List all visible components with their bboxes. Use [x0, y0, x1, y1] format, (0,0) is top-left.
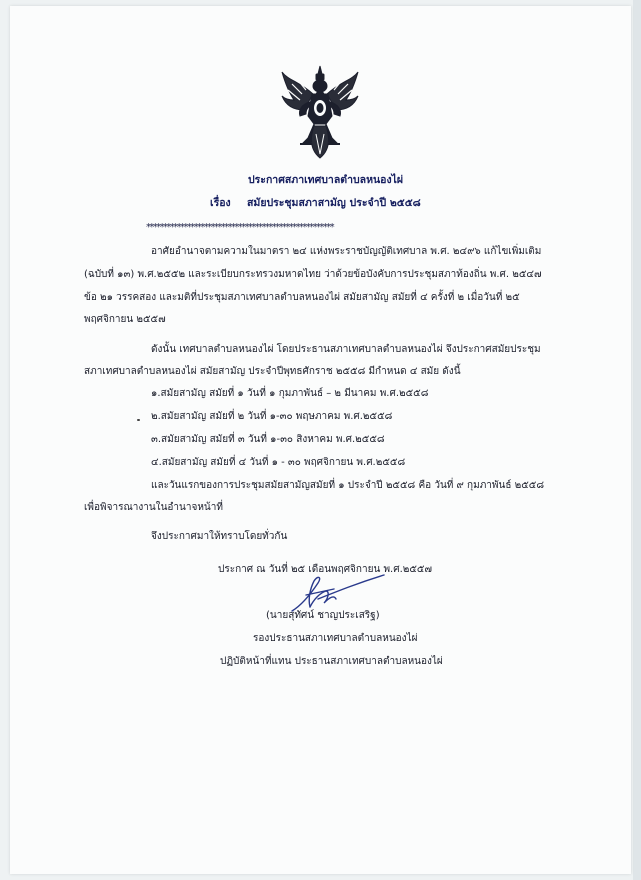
session-item: ๑.สมัยสามัญ สมัยที่ ๑ วันที่ ๑ กุมภาพันธ์ – ๒ มีนาคม พ.ศ.๒๕๕๘: [151, 388, 429, 399]
paragraph-1-line-3: ข้อ ๒๑ วรรคสอง และมติที่ประชุมสภาเทศบาลตำบลหนองไผ่ สมัยสามัญ สมัยที่ ๔ ครั้งที่ ๒ เมื่อวันที่ ๒๕: [84, 292, 520, 303]
subject-label: เรื่อง: [210, 197, 231, 209]
paragraph-2-line-2: สภาเทศบาลตำบลหนองไผ่ สมัยสามัญ ประจำปีพุทธศักราช ๒๕๕๘ มีกำหนด ๔ สมัย ดังนี้: [84, 366, 461, 377]
paragraph-3-line-2: เพื่อพิจารณางานในอำนาจหน้าที่: [84, 502, 223, 513]
document-title: ประกาศสภาเทศบาลตำบลหนองไผ่: [248, 174, 404, 186]
signatory-name: (นายสุทัศน์ ชาญประเสริฐ): [266, 610, 380, 621]
paragraph-1-line-4: พฤศจิกายน ๒๕๕๗: [84, 314, 166, 325]
separator-line: *******************************************************: [146, 222, 334, 233]
scan-speck: [137, 419, 140, 421]
paragraph-3-line-1: และวันแรกของการประชุมสมัยสามัญสมัยที่ ๑ ประจำปี ๒๕๕๘ คือ วันที่ ๙ กุมภาพันธ์ ๒๕๕๘: [151, 480, 545, 491]
document-page: [10, 6, 631, 874]
closing-text: จึงประกาศมาให้ทราบโดยทั่วกัน: [151, 531, 288, 542]
session-item: ๓.สมัยสามัญ สมัยที่ ๓ วันที่ ๑-๓๐ สิงหาคม พ.ศ.๒๕๕๘: [151, 434, 385, 445]
signatory-position-2: ปฏิบัติหน้าที่แทน ประธานสภาเทศบาลตำบลหนองไผ่: [220, 656, 443, 667]
garuda-emblem-icon: [280, 64, 360, 160]
paragraph-2-line-1: ดังนั้น เทศบาลตำบลหนองไผ่ โดยประธานสภาเทศบาลตำบลหนองไผ่ จึงประกาศสมัยประชุม: [151, 344, 541, 355]
paragraph-1-line-2: (ฉบับที่ ๑๓) พ.ศ.๒๕๕๒ และระเบียบกระทรวงมหาดไทย ว่าด้วยข้อบังคับการประชุมสภาท้องถิ่น พ.ศ. ๒๕๔๗: [84, 269, 542, 280]
signatory-position-1: รองประธานสภาเทศบาลตำบลหนองไผ่: [253, 633, 418, 644]
announcement-date: ประกาศ ณ วันที่ ๒๕ เดือนพฤศจิกายน พ.ศ.๒๕๕๗: [218, 564, 432, 575]
session-item: ๒.สมัยสามัญ สมัยที่ ๒ วันที่ ๑-๓๐ พฤษภาคม พ.ศ.๒๕๕๘: [151, 411, 393, 422]
session-item: ๔.สมัยสามัญ สมัยที่ ๔ วันที่ ๑ - ๓๐ พฤศจิกายน พ.ศ.๒๕๕๘: [151, 457, 406, 468]
subject-text: สมัยประชุมสภาสามัญ ประจำปี ๒๕๕๘: [247, 197, 421, 209]
scan-edge: [633, 0, 641, 880]
paragraph-1-line-1: อาศัยอำนาจตามความในมาตรา ๒๔ แห่งพระราชบัญญัติเทศบาล พ.ศ. ๒๔๙๖ แก้ไขเพิ่มเติม: [151, 246, 542, 257]
